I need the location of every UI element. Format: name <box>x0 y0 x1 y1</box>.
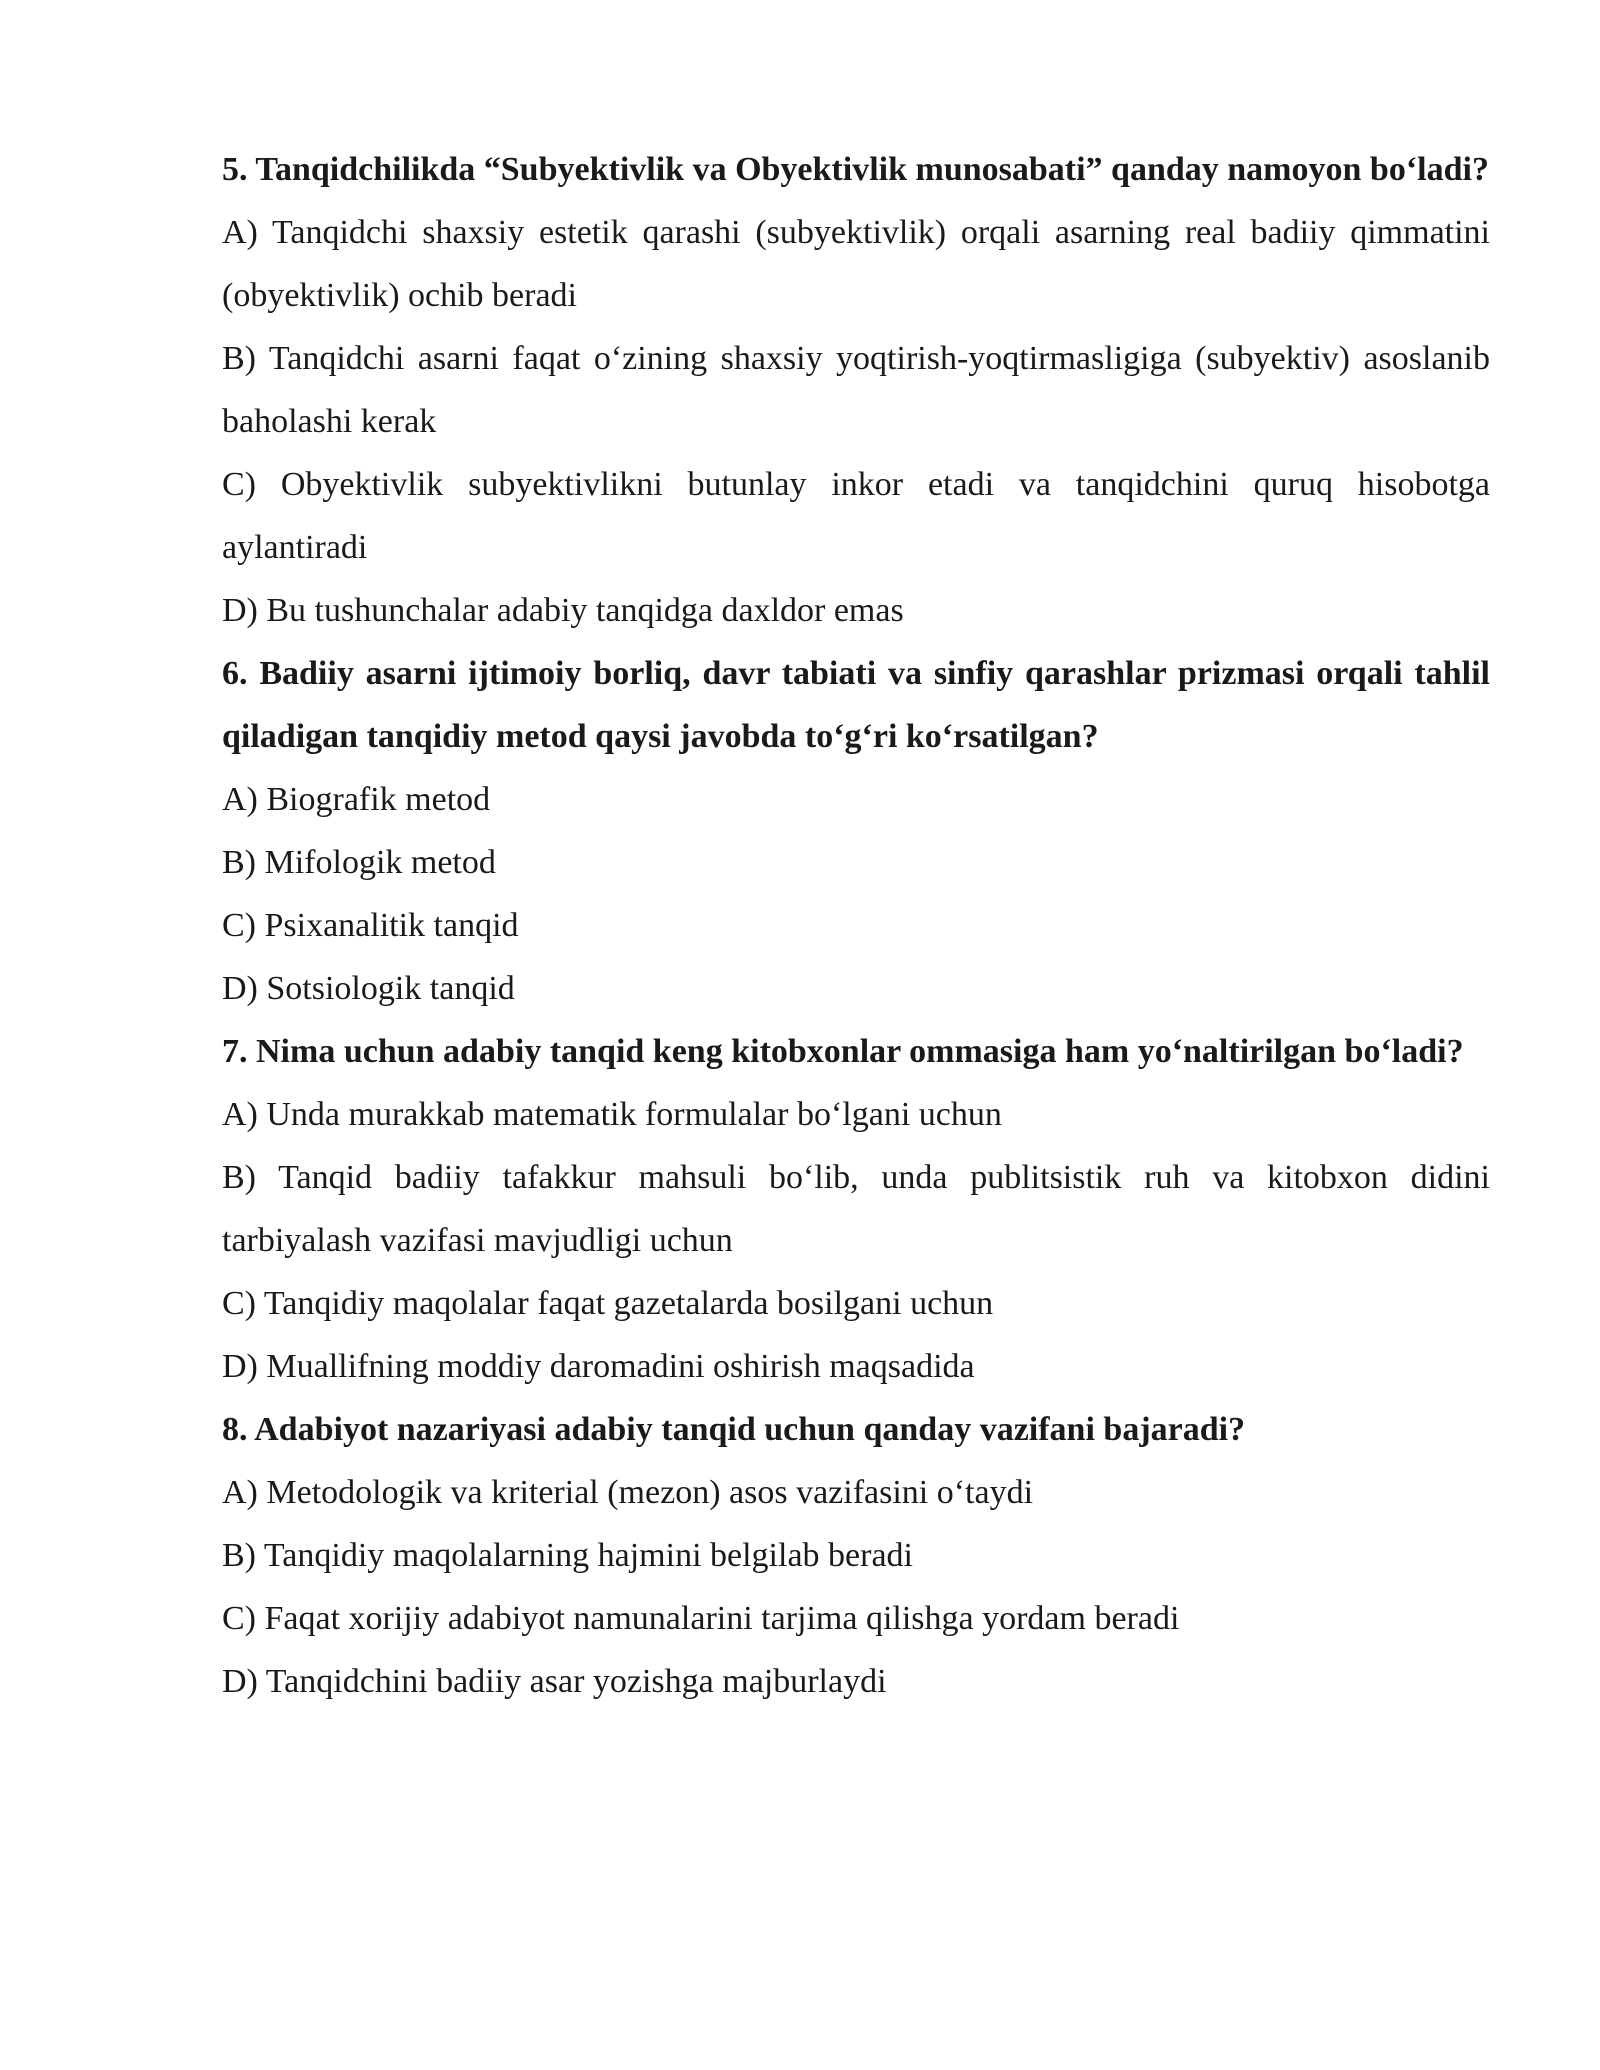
question-7-option-c: C) Tanqidiy maqolalar faqat gazetalarda bosilgani uchun <box>222 1285 994 1322</box>
question-5-option-d: D) Bu tushunchalar adabiy tanqidga daxldor emas <box>222 592 904 629</box>
question-8-option-d: D) Tanqidchini badiiy asar yozishga majburlaydi <box>222 1663 887 1700</box>
question-6-text: 6. Badiiy asarni ijtimoiy borliq, davr tabiati va sinfiy qarashlar prizmasi orqali tahlil qiladigan tanqidiy metod qaysi javobda to‘g‘ri ko‘rsatilgan? <box>222 655 1490 755</box>
question-7-text: 7. Nima uchun adabiy tanqid keng kitobxonlar ommasiga ham yo‘naltirilgan bo‘ladi? <box>222 1033 1464 1070</box>
question-5-option-b: B) Tanqidchi asarni faqat o‘zining shaxsiy yoqtirish-yoqtirmasligiga (subyektiv) asoslanib baholashi kerak <box>222 340 1490 440</box>
question-5-option-a: A) Tanqidchi shaxsiy estetik qarashi (subyektivlik) orqali asarning real badiiy qimmatini (obyektivlik) ochib beradi <box>222 214 1490 314</box>
question-5-text: 5. Tanqidchilikda “Subyektivlik va Obyektivlik munosabati” qanday namoyon bo‘ladi? <box>222 151 1489 188</box>
question-7-option-d: D) Muallifning moddiy daromadini oshirish maqsadida <box>222 1348 975 1385</box>
question-block-7 <box>222 1020 1490 1398</box>
question-6-option-a: A) Biografik metod <box>222 781 491 818</box>
document-body <box>222 138 1490 1713</box>
question-8-option-a: A) Metodologik va kriterial (mezon) asos vazifasini o‘taydi <box>222 1474 1034 1511</box>
question-block-8 <box>222 1398 1490 1713</box>
question-6-option-d: D) Sotsiologik tanqid <box>222 970 515 1007</box>
question-5-option-c: C) Obyektivlik subyektivlikni butunlay inkor etadi va tanqidchini quruq hisobotga aylantiradi <box>222 466 1490 566</box>
question-8-option-b: B) Tanqidiy maqolalarning hajmini belgilab beradi <box>222 1537 913 1574</box>
question-6-option-c: C) Psixanalitik tanqid <box>222 907 519 944</box>
question-8-text: 8. Adabiyot nazariyasi adabiy tanqid uchun qanday vazifani bajaradi? <box>222 1411 1246 1448</box>
question-block-6 <box>222 642 1490 1020</box>
question-6-option-b: B) Mifologik metod <box>222 844 496 881</box>
question-7-option-b: B) Tanqid badiiy tafakkur mahsuli bo‘lib, unda publitsistik ruh va kitobxon didini tarbiyalash vazifasi mavjudligi uchun <box>222 1159 1490 1259</box>
question-8-option-c: C) Faqat xorijiy adabiyot namunalarini tarjima qilishga yordam beradi <box>222 1600 1180 1637</box>
question-7-option-a: A) Unda murakkab matematik formulalar bo‘lgani uchun <box>222 1096 1002 1133</box>
question-block-5 <box>222 138 1490 642</box>
